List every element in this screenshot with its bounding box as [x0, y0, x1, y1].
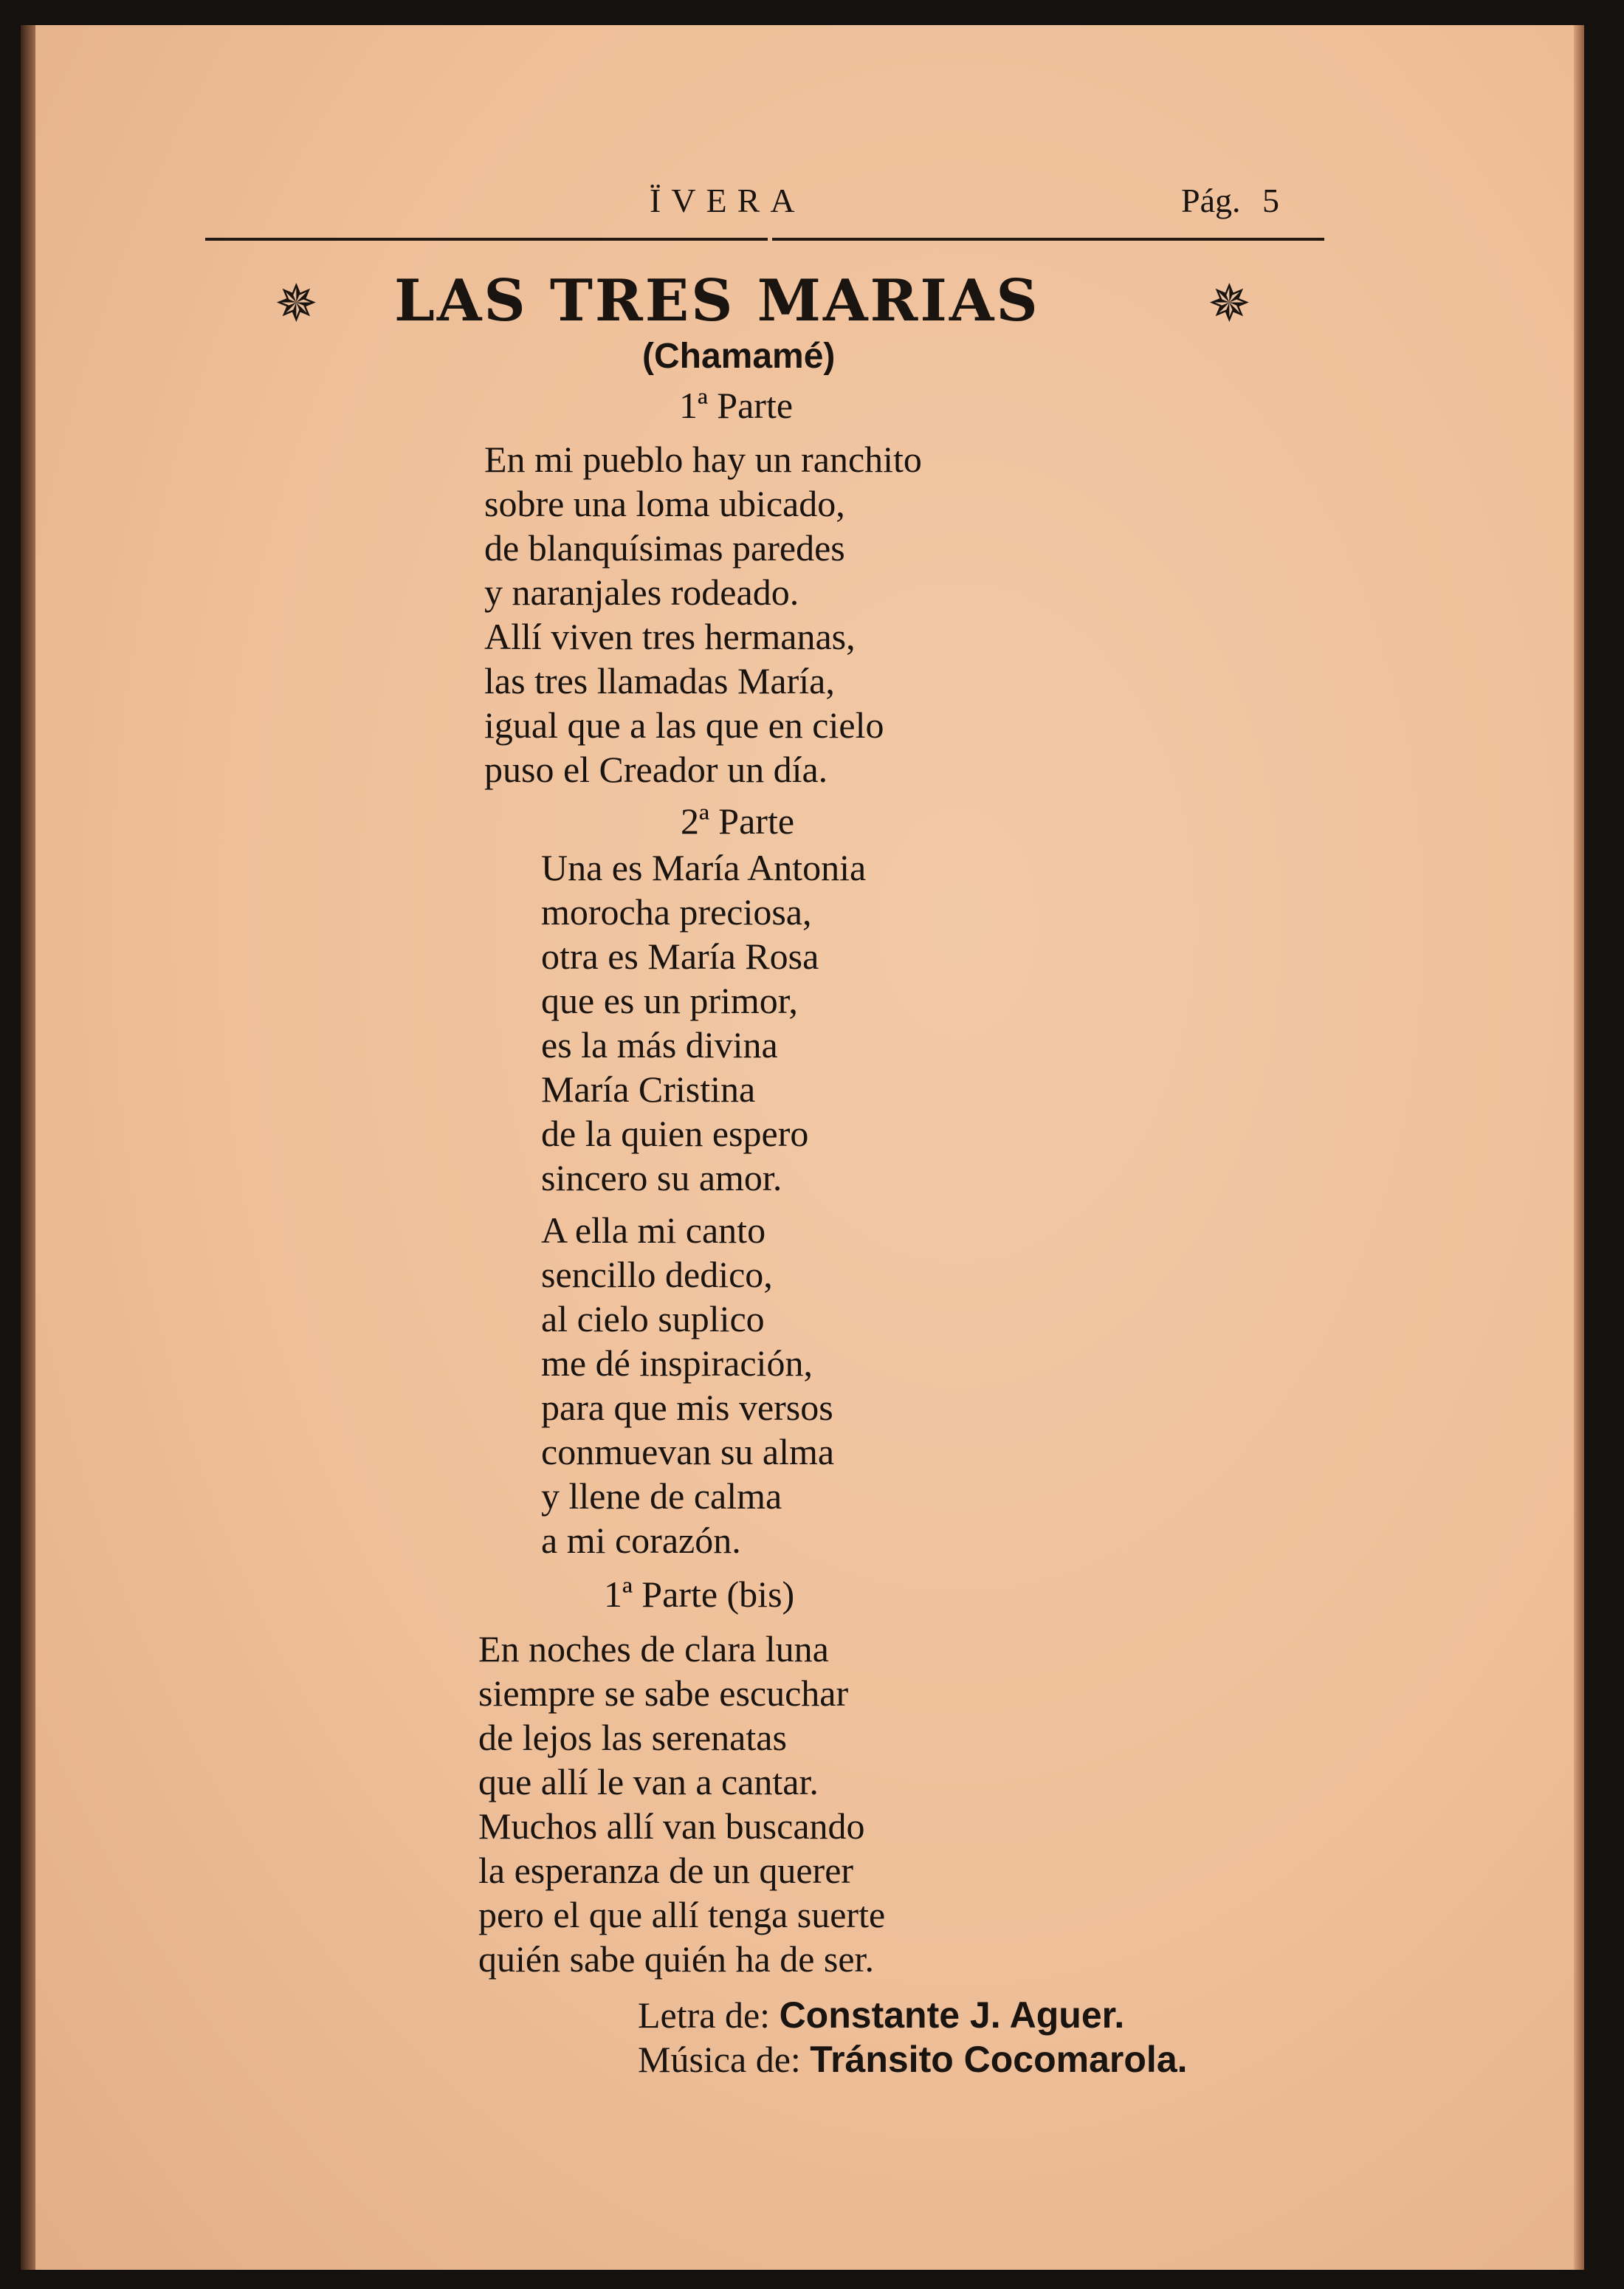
music-label: Música de:: [638, 2039, 801, 2080]
verse-line: otra es María Rosa: [541, 936, 819, 977]
verse-line: y naranjales rodeado.: [484, 572, 799, 613]
verse-line: sincero su amor.: [541, 1157, 782, 1198]
stanza-3: [541, 1208, 834, 1562]
verse-line: que es un primor,: [541, 980, 798, 1021]
verse-line: y llene de calma: [541, 1475, 782, 1517]
verse-line: morocha preciosa,: [541, 891, 812, 933]
verse-line: que allí le van a cantar.: [478, 1761, 819, 1802]
lyrics-credit: [638, 1994, 1124, 2036]
star-flower-ornament-icon: ✵: [1208, 276, 1251, 333]
book-spine: [21, 25, 35, 2270]
verse-line: puso el Creador un día.: [484, 749, 828, 790]
verse-line: quién sabe quién ha de ser.: [478, 1938, 874, 1980]
lyrics-label: Letra de:: [638, 1994, 771, 2036]
song-genre: (Chamamé): [642, 337, 836, 376]
page-edge: [1574, 25, 1584, 2270]
section-heading: 1ª Parte: [679, 385, 794, 426]
verse-line: Muchos allí van buscando: [478, 1805, 865, 1847]
verse-line: para que mis versos: [541, 1387, 833, 1428]
verse-line: de blanquísimas paredes: [484, 527, 845, 569]
section-heading: 1ª Parte (bis): [604, 1574, 795, 1615]
verse-line: A ella mi canto: [541, 1209, 766, 1251]
verse-line: la esperanza de un querer: [478, 1850, 854, 1891]
verse-line: Allí viven tres hermanas,: [484, 616, 856, 657]
verse-line: conmuevan su alma: [541, 1431, 835, 1472]
verse-line: siempre se sabe escuchar: [478, 1672, 849, 1714]
verse-line: de la quien espero: [541, 1113, 809, 1154]
verse-line: En mi pueblo hay un ranchito: [484, 439, 922, 480]
verse-line: sobre una loma ubicado,: [484, 483, 845, 524]
header-rule-right: [772, 238, 1324, 241]
verse-line: sencillo dedico,: [541, 1254, 773, 1295]
lyrics-author: Constante J. Aguer.: [779, 1994, 1125, 2036]
verse-line: a mi corazón.: [541, 1520, 741, 1561]
stanza-1: [484, 437, 922, 792]
running-title: ÏVERA: [650, 182, 805, 219]
star-flower-ornament-icon: ✵: [275, 276, 318, 333]
page-number: Pág. 5: [1181, 182, 1279, 219]
song-title: LAS TRES MARIAS: [394, 267, 1040, 334]
verse-line: María Cristina: [541, 1068, 756, 1110]
verse-line: es la más divina: [541, 1024, 778, 1065]
verse-line: pero el que allí tenga suerte: [478, 1894, 886, 1935]
section-heading: 2ª Parte: [681, 800, 795, 842]
music-credit: [638, 2038, 1188, 2081]
verse-line: Una es María Antonia: [541, 847, 867, 888]
verse-line: En noches de clara luna: [478, 1628, 829, 1669]
verse-line: igual que a las que en cielo: [484, 704, 884, 746]
verse-line: al cielo suplico: [541, 1298, 765, 1339]
verse-line: las tres llamadas María,: [484, 660, 835, 701]
stanza-4: [478, 1627, 885, 1981]
stanza-2: [541, 845, 866, 1200]
verse-line: me dé inspiración,: [541, 1342, 813, 1384]
music-author: Tránsito Cocomarola.: [810, 2039, 1188, 2080]
verse-line: de lejos las serenatas: [478, 1717, 787, 1758]
header-rule-left: [205, 238, 768, 241]
